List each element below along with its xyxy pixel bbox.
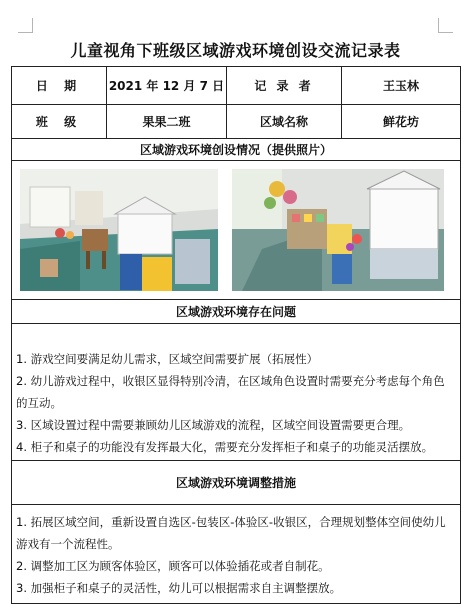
problem-item: 2. 幼儿游戏过程中，收银区显得特别冷清，在区域角色设置时需要充分考虑每个角色的互动。 [16, 374, 445, 410]
classroom-photo-left [20, 169, 218, 291]
recorder-label: 记 录 者 [227, 67, 342, 105]
problems-section-header: 区域游戏环境存在问题 [12, 300, 461, 324]
page-corner-mark [438, 18, 453, 33]
document-title: 儿童视角下班级区域游戏环境创设交流记录表 [70, 41, 401, 60]
classroom-photo-right [232, 169, 444, 291]
recorder-value: 王玉林 [342, 67, 461, 105]
measure-item: 1. 拓展区域空间，重新设置自选区-包装区-体验区-收银区，合理规划整体空间使幼儿游戏有一个流程性。 [16, 515, 446, 551]
area-label: 区域名称 [227, 105, 342, 139]
photos-section-header: 区域游戏环境创设情况（提供照片） [12, 139, 461, 161]
measure-item: 2. 调整加工区为顾客体验区，顾客可以体验插花或者自制花。 [16, 559, 330, 573]
area-value: 鲜花坊 [342, 105, 461, 139]
class-value: 果果二班 [107, 105, 227, 139]
problem-item: 1. 游戏空间要满足幼儿需求，区域空间需要扩展（拓展性） [16, 352, 319, 366]
date-value: 2021 年 12 月 7 日 [107, 67, 227, 105]
date-label: 日 期 [12, 67, 107, 105]
class-label: 班 级 [12, 105, 107, 139]
measure-item: 3. 加强柜子和桌子的灵活性，幼儿可以根据需求自主调整摆放。 [16, 581, 342, 595]
measures-cell [12, 505, 461, 604]
problems-cell [12, 324, 461, 461]
problem-item: 4. 柜子和桌子的功能没有发挥最大化，需要充分发挥柜子和桌子的功能灵活摆放。 [16, 440, 434, 454]
measures-section-header: 区域游戏环境调整措施 [12, 461, 461, 505]
page-corner-mark [18, 18, 33, 33]
problem-item: 3. 区域设置过程中需要兼顾幼儿区域游戏的流程，区域空间设置需要更合理。 [16, 418, 411, 432]
photos-cell [12, 161, 461, 300]
record-table [11, 66, 461, 604]
